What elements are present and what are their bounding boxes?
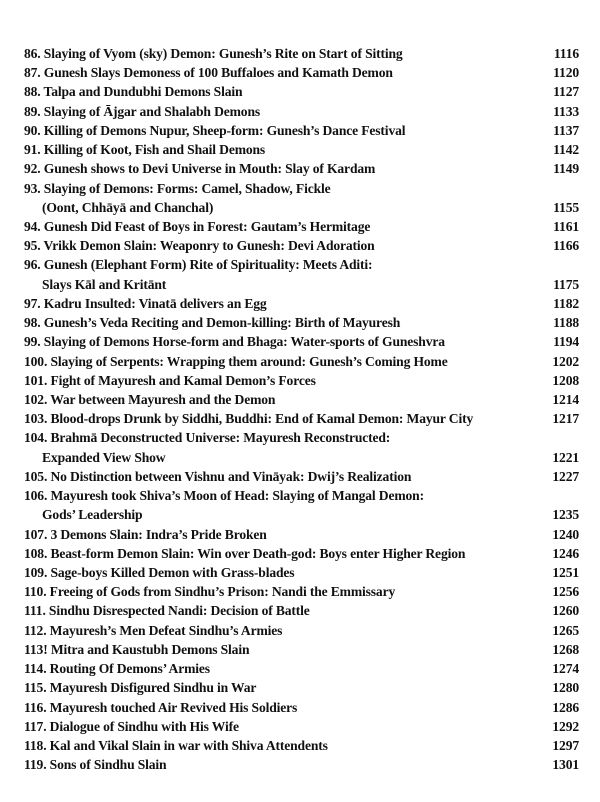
- toc-entry-title: 114. Routing Of Demons’ Armies: [24, 661, 210, 676]
- toc-entry-title: 96. Gunesh (Elephant Form) Rite of Spirituality: Meets Aditi:: [24, 257, 373, 273]
- toc-entry-page-number: 1202: [552, 353, 579, 369]
- toc-entry-page-number: 1161: [553, 219, 579, 234]
- toc-entry: [24, 486, 579, 505]
- toc-entry-title: 111. Sindhu Disrespected Nandi: Decision of Battle: [24, 603, 310, 619]
- toc-entry: [24, 121, 579, 140]
- toc-entry-title: 89. Slaying of Ājgar and Shalabh Demons: [24, 103, 260, 119]
- toc-entry-title: 94. Gunesh Did Feast of Boys in Forest: Gautam’s Hermitage: [24, 219, 371, 234]
- toc-entry-title: 90. Killing of Demons Nupur, Sheep-form: Gunesh’s Dance Festival: [24, 122, 406, 138]
- toc-entry: [24, 352, 579, 371]
- toc-entry-title: 93. Slaying of Demons: Forms: Camel, Shadow, Fickle: [24, 180, 331, 196]
- toc-entry-page-number: 1246: [552, 545, 579, 561]
- toc-entry-page-number: 1280: [552, 680, 579, 696]
- toc-entry-page-number: 1265: [552, 622, 579, 638]
- toc-entry: [24, 563, 579, 582]
- toc-entry-page-number: 1137: [553, 122, 579, 138]
- toc-entry-title: (Oont, Chhāyā and Chanchal): [42, 199, 214, 215]
- toc-entry: [24, 82, 579, 101]
- toc-entry-title: 115. Mayuresh Disfigured Sindhu in War: [24, 680, 257, 696]
- toc-entry-page-number: 1251: [552, 564, 579, 580]
- toc-entry: [24, 428, 579, 447]
- toc-entry: [24, 582, 579, 601]
- toc-entry-page-number: 1182: [553, 295, 579, 311]
- toc-entry: [24, 698, 579, 717]
- toc-entry: [24, 467, 579, 486]
- toc-entry: [24, 621, 579, 640]
- toc-entry-title: 106. Mayuresh took Shiva’s Moon of Head: Slaying of Mangal Demon:: [24, 488, 424, 504]
- toc-entry-continuation: [24, 448, 579, 467]
- toc-entry-title: 86. Slaying of Vyom (sky) Demon: Gunesh’s Rite on Start of Sitting: [24, 46, 403, 61]
- toc-entry-page-number: 1260: [552, 603, 579, 619]
- toc-entry-title: 101. Fight of Mayuresh and Kamal Demon’s Forces: [24, 372, 316, 388]
- toc-entry: [24, 525, 579, 544]
- toc-entry: [24, 102, 579, 121]
- toc-entry: [24, 409, 579, 428]
- toc-entry: [24, 678, 579, 697]
- toc-entry: [24, 755, 579, 774]
- toc-entry-page-number: 1175: [553, 276, 579, 292]
- toc-entry-title: 108. Beast-form Demon Slain: Win over Death-god: Boys enter Higher Region: [24, 545, 466, 561]
- toc-entry-page-number: 1149: [553, 161, 579, 177]
- toc-entry-page-number: 1274: [552, 661, 579, 676]
- toc-entry-title: 102. War between Mayuresh and the Demon: [24, 392, 276, 407]
- toc-entry-title: 113! Mitra and Kaustubh Demons Slain: [24, 641, 250, 657]
- toc-entry: [24, 294, 579, 313]
- toc-entry-page-number: 1194: [553, 334, 579, 350]
- toc-entry: [24, 255, 579, 274]
- toc-entry-page-number: 1256: [552, 584, 579, 600]
- toc-entry-page-number: 1301: [552, 757, 579, 773]
- toc-entry-title: 118. Kal and Vikal Slain in war with Shiva Attendents: [24, 737, 328, 753]
- toc-entry-page-number: 1268: [552, 641, 579, 657]
- toc-entry-title: 97. Kadru Insulted: Vinatā delivers an Egg: [24, 295, 267, 311]
- toc-entry: [24, 44, 579, 63]
- toc-entry-title: 105. No Distinction between Vishnu and Vināyak: Dwij’s Realization: [24, 468, 412, 484]
- toc-entry-page-number: 1286: [552, 699, 579, 715]
- toc-entry-title: 107. 3 Demons Slain: Indra’s Pride Broken: [24, 526, 267, 542]
- toc-entry-title: 117. Dialogue of Sindhu with His Wife: [24, 718, 239, 734]
- toc-entry-page-number: 1142: [553, 142, 579, 158]
- toc-entry-page-number: 1116: [553, 46, 579, 61]
- toc-entry-title: Expanded View Show: [42, 449, 166, 465]
- toc-entry: [24, 140, 579, 159]
- toc-entry-page-number: 1127: [553, 84, 579, 100]
- toc-entry: [24, 640, 579, 659]
- toc-entry-title: 91. Killing of Koot, Fish and Shail Demons: [24, 142, 266, 158]
- toc-entry: [24, 313, 579, 332]
- toc-entry-page-number: 1240: [552, 526, 579, 542]
- toc-entry: [24, 390, 579, 409]
- toc-entry: [24, 217, 579, 236]
- toc-entry-page-number: 1214: [552, 392, 579, 407]
- toc-entry-title: 112. Mayuresh’s Men Defeat Sindhu’s Armies: [24, 622, 283, 638]
- toc-entry: [24, 736, 579, 755]
- toc-entry-page-number: 1235: [552, 507, 579, 523]
- toc-entry-title: 98. Gunesh’s Veda Reciting and Demon-killing: Birth of Mayuresh: [24, 315, 401, 331]
- toc-entry-title: 116. Mayuresh touched Air Revived His Soldiers: [24, 699, 298, 715]
- toc-entry-page-number: 1227: [552, 468, 579, 484]
- toc-entry: [24, 717, 579, 736]
- toc-entry-continuation: [24, 198, 579, 217]
- toc-entry-page-number: 1120: [553, 65, 579, 81]
- toc-entry-page-number: 1221: [552, 449, 579, 465]
- toc-entry-title: 95. Vrikk Demon Slain: Weaponry to Gunesh: Devi Adoration: [24, 238, 375, 254]
- toc-entry-title: 104. Brahmā Deconstructed Universe: Mayuresh Reconstructed:: [24, 430, 391, 446]
- toc-entry-title: 99. Slaying of Demons Horse-form and Bhaga: Water-sports of Guneshvra: [24, 334, 445, 350]
- toc-entry: [24, 371, 579, 390]
- toc-entry-page-number: 1133: [553, 103, 579, 119]
- toc-entry-page-number: 1297: [552, 737, 579, 753]
- toc-entry-title: 109. Sage-boys Killed Demon with Grass-blades: [24, 564, 295, 580]
- toc-entry-page-number: 1217: [552, 411, 579, 427]
- toc-entry-continuation: [24, 505, 579, 524]
- toc-entry-title: 119. Sons of Sindhu Slain: [24, 757, 167, 773]
- toc-entry: [24, 179, 579, 198]
- toc-entry-page-number: 1166: [553, 238, 579, 254]
- toc-entry: [24, 159, 579, 178]
- toc-entry: [24, 544, 579, 563]
- toc-entry-page-number: 1292: [552, 718, 579, 734]
- toc-entry-title: 103. Blood-drops Drunk by Siddhi, Buddhi: End of Kamal Demon: Mayur City: [24, 411, 474, 427]
- toc-entry-title: 110. Freeing of Gods from Sindhu’s Prison: Nandi the Emmissary: [24, 584, 396, 600]
- toc-entry: [24, 63, 579, 82]
- toc-entry: [24, 332, 579, 351]
- toc-entry-page-number: 1188: [553, 315, 579, 331]
- toc-entry-title: 88. Talpa and Dundubhi Demons Slain: [24, 84, 243, 100]
- toc-entry-page-number: 1208: [552, 372, 579, 388]
- toc-entry-title: 87. Gunesh Slays Demoness of 100 Buffaloes and Kamath Demon: [24, 65, 393, 81]
- toc-entry: [24, 236, 579, 255]
- toc-entry: [24, 601, 579, 620]
- toc-entry-continuation: [24, 275, 579, 294]
- toc-entry: [24, 659, 579, 678]
- toc-entry-title: 92. Gunesh shows to Devi Universe in Mouth: Slay of Kardam: [24, 161, 376, 177]
- toc-entry-title: Gods’ Leadership: [42, 507, 143, 523]
- toc-entry-title: Slays Kāl and Kritānt: [42, 276, 167, 292]
- toc-entry-title: 100. Slaying of Serpents: Wrapping them around: Gunesh’s Coming Home: [24, 353, 448, 369]
- toc-entry-page-number: 1155: [553, 199, 579, 215]
